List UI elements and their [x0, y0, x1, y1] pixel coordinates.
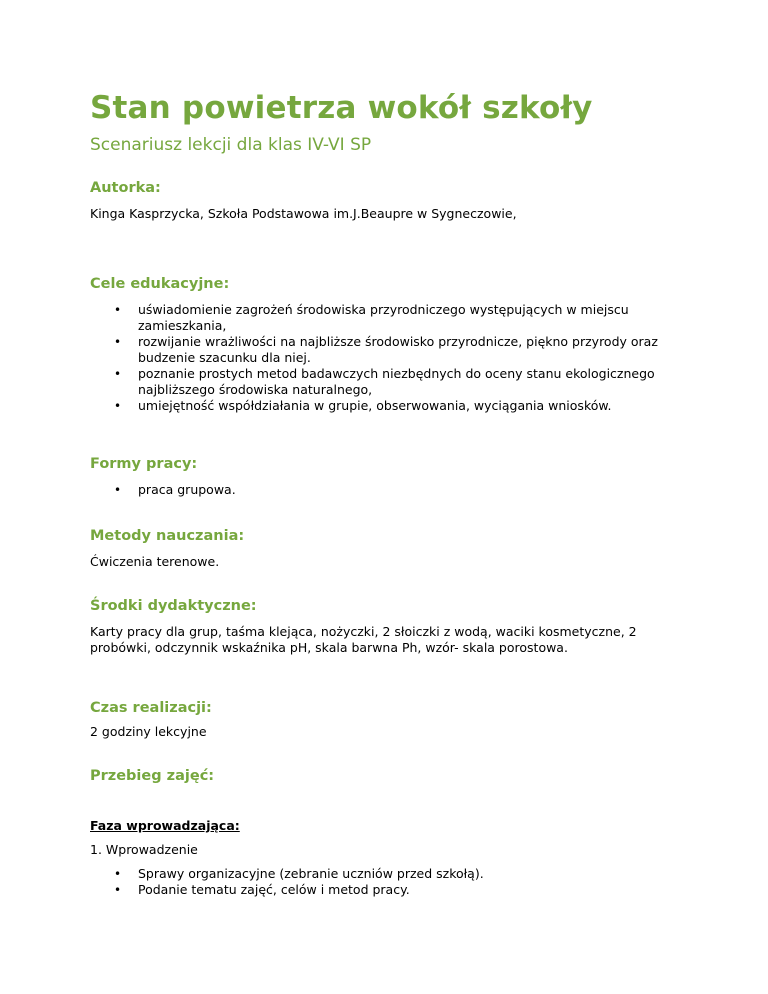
forms-list: [90, 482, 690, 498]
resources-heading: Środki dydaktyczne:: [90, 598, 257, 614]
goals-heading: Cele edukacyjne:: [90, 276, 230, 292]
duration-heading: Czas realizacji:: [90, 700, 212, 716]
list-item: • poznanie prostych metod badawczych niezbędnych do oceny stanu ekologicznego najbliższego środowiska naturalnego,: [90, 366, 658, 398]
author-text: Kinga Kasprzycka, Szkoła Podstawowa im.J.Beaupre w Sygneczowie,: [90, 206, 517, 221]
intro-step: 1. Wprowadzenie: [90, 842, 198, 857]
list-item: • rozwijanie wrażliwości na najbliższe środowisko przyrodnicze, piękno przyrody oraz budzenie szacunku dla niej.: [90, 334, 658, 366]
resources-text: Karty pracy dla grup, taśma klejąca, nożyczki, 2 słoiczki z wodą, waciki kosmetyczne, 2 probówki, odczynnik wskaźnika pH, skala barwna Ph, wzór- skala porostowa.: [90, 624, 637, 655]
list-item: • Sprawy organizacyjne (zebranie uczniów przed szkołą).: [90, 866, 658, 882]
goals-list: [90, 302, 690, 414]
document-title: Stan powietrza wokół szkoły: [90, 90, 593, 126]
duration-text: 2 godziny lekcyjne: [90, 724, 207, 739]
methods-text: Ćwiczenia terenowe.: [90, 554, 220, 569]
document-subtitle: Scenariusz lekcji dla klas IV-VI SP: [90, 135, 372, 155]
intro-phase-heading: Faza wprowadzająca:: [90, 818, 240, 833]
methods-heading: Metody nauczania:: [90, 528, 245, 544]
author-heading: Autorka:: [90, 180, 161, 196]
intro-list: [90, 866, 690, 898]
list-item: • uświadomienie zagrożeń środowiska przyrodniczego występujących w miejscu zamieszkania,: [90, 302, 658, 334]
course-heading: Przebieg zajęć:: [90, 768, 215, 784]
list-item: • Podanie tematu zajęć, celów i metod pracy.: [90, 882, 658, 898]
forms-heading: Formy pracy:: [90, 456, 198, 472]
list-item: • praca grupowa.: [90, 482, 658, 498]
list-item: • umiejętność współdziałania w grupie, obserwowania, wyciągania wniosków.: [90, 398, 658, 414]
